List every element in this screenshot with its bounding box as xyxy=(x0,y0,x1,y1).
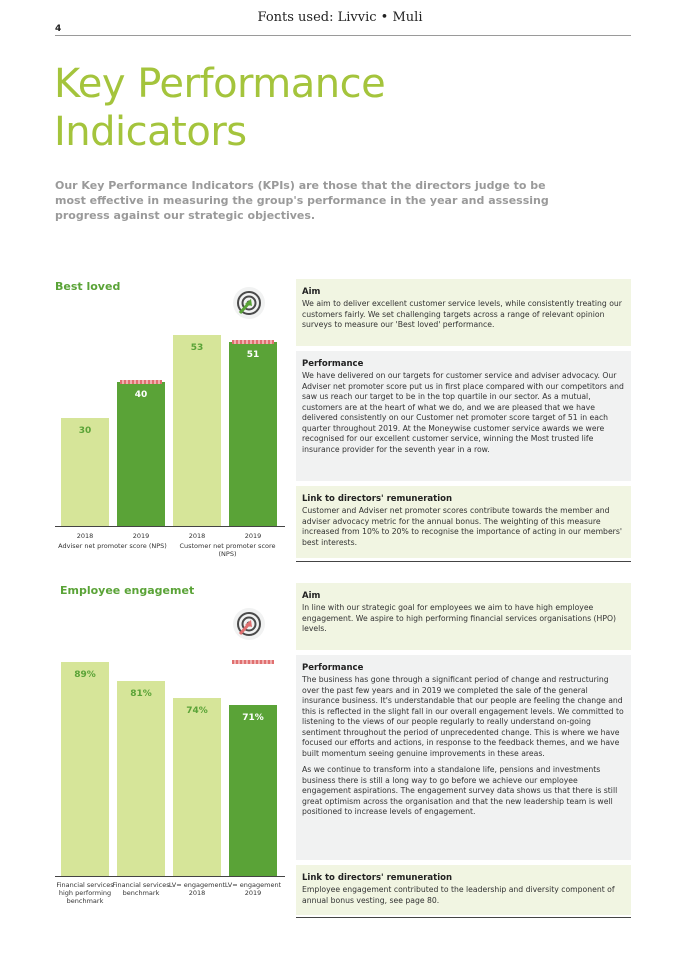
section-divider xyxy=(296,561,631,562)
remuneration-text: Employee engagement contributed to the leadership and diversity component of annual bonus vesting, see page 80. xyxy=(302,885,615,905)
aim-box xyxy=(296,583,631,650)
target-line xyxy=(232,660,274,664)
target-line xyxy=(120,380,162,384)
bar-value-label: 53 xyxy=(190,343,204,353)
chart-bar xyxy=(173,698,221,876)
remuneration-box xyxy=(296,486,631,558)
chart-bar xyxy=(61,662,109,876)
x-tick-label: 2019 xyxy=(244,532,262,540)
chart-bar xyxy=(117,681,165,876)
aim-heading: Aim xyxy=(302,591,321,601)
x-tick-label: 2018 xyxy=(188,532,206,540)
section-divider-bottom xyxy=(296,917,631,918)
performance-heading: Performance xyxy=(302,359,364,369)
x-tick-label: LV= engagement 2019 xyxy=(224,881,282,897)
header-rule xyxy=(55,35,631,36)
remuneration-heading: Link to directors' remuneration xyxy=(302,494,453,504)
aim-text: In line with our strategic goal for employees we aim to have high employee engagement. We aspire to high performing financial services organisations (HPO) levels. xyxy=(302,603,617,633)
page-title-line1: Key Performance xyxy=(54,61,386,107)
target-line xyxy=(232,340,274,344)
x-tick-label: 2019 xyxy=(132,532,150,540)
bar-value-label: 81% xyxy=(130,689,152,699)
performance-text-1: The business has gone through a significant period of change and restructuring over the past few years and in 2019 we completed the sale of the general insurance business. It's understandable that our people are feeling the change and this is reflected in the slight fall in our overall engagement levels. We committed to listening to the views of our people regularly to really understand on-going sentiment throughout the period of unprecedented change. This is where we have focused our efforts and actions, in response to the feedback themes, and we have built momentum seeing genuine improvements in these areas. xyxy=(302,675,624,758)
best-loved-chart xyxy=(55,310,285,540)
x-tick-label: Financial services benchmark xyxy=(112,881,170,897)
bar-value-label: 51 xyxy=(246,350,260,360)
aim-box xyxy=(296,279,631,346)
chart-bar xyxy=(117,382,165,526)
bar-value-label: 71% xyxy=(242,713,264,723)
x-tick-label: Financial services high performing benchmark xyxy=(56,881,114,905)
fonts-used-note: Fonts used: Livvic • Muli xyxy=(257,10,423,25)
best-loved-axis xyxy=(55,526,285,527)
bar-value-label: 89% xyxy=(74,670,96,680)
aim-heading: Aim xyxy=(302,287,321,297)
performance-box xyxy=(296,655,631,860)
page-number: 4 xyxy=(55,24,62,34)
bar-value-label: 74% xyxy=(186,706,208,716)
x-tick-label: 2018 xyxy=(76,532,94,540)
page-title xyxy=(54,60,385,156)
performance-text: We have delivered on our targets for customer service and adviser advocacy. Our Adviser net promoter score put us in first place compared with our competitors and saw us reach our target to be in the top quartile in our sector. As a mutual, customers are at the heart of what we do, and we are pleased that we have delivered consistently on our Customer net promoter score target of 51 in each quarter throughout 2019. At the Moneywise customer service awards we were recognised for our excellent customer service, winning the Most trusted life insurance provider for the seventh year in a row. xyxy=(302,371,624,454)
employee-engagement-chart xyxy=(55,640,285,905)
remuneration-heading: Link to directors' remuneration xyxy=(302,873,453,883)
remuneration-text: Customer and Adviser net promoter scores contribute towards the member and adviser advocacy metric for the annual bonus. The weighting of this measure increased from 10% to 20% to recognise the importance of acting in our members' best interests. xyxy=(302,506,622,547)
group-label-adviser-nps: Adviser net promoter score (NPS) xyxy=(58,542,167,550)
employee-engagement-axis xyxy=(55,876,285,877)
group-label-customer-nps: Customer net promoter score (NPS) xyxy=(179,542,276,558)
section-label-best-loved: Best loved xyxy=(55,280,121,293)
x-tick-label: LV= engagement 2018 xyxy=(168,881,226,897)
bar-value-label: 40 xyxy=(134,390,148,400)
aim-text: We aim to deliver excellent customer service levels, while consistently treating our customers fairly. We set challenging targets across a range of relevant opinion surveys to measure our 'Best loved' performance. xyxy=(302,299,622,329)
chart-bar xyxy=(229,705,277,876)
performance-heading: Performance xyxy=(302,663,364,673)
section-label-employee-engagement: Employee engagemet xyxy=(60,584,195,597)
performance-text-2: As we continue to transform into a standalone life, pensions and investments business there is still a long way to go before we achieve our employee engagement aspirations. The engagement survey data shows us that there is still great optimism across the organisation and that the new leadership team is well positioned to increase levels of engagement. xyxy=(302,765,618,816)
chart-bar xyxy=(229,342,277,526)
intro-text: Our Key Performance Indicators (KPIs) are those that the directors judge to be most effective in measuring the group's performance in the year and assessing progress against our strategic objectives. xyxy=(55,179,549,222)
performance-box xyxy=(296,351,631,481)
chart-bar xyxy=(173,335,221,526)
bar-value-label: 30 xyxy=(78,426,92,436)
remuneration-box xyxy=(296,865,631,915)
page-title-line2: Indicators xyxy=(54,109,247,155)
